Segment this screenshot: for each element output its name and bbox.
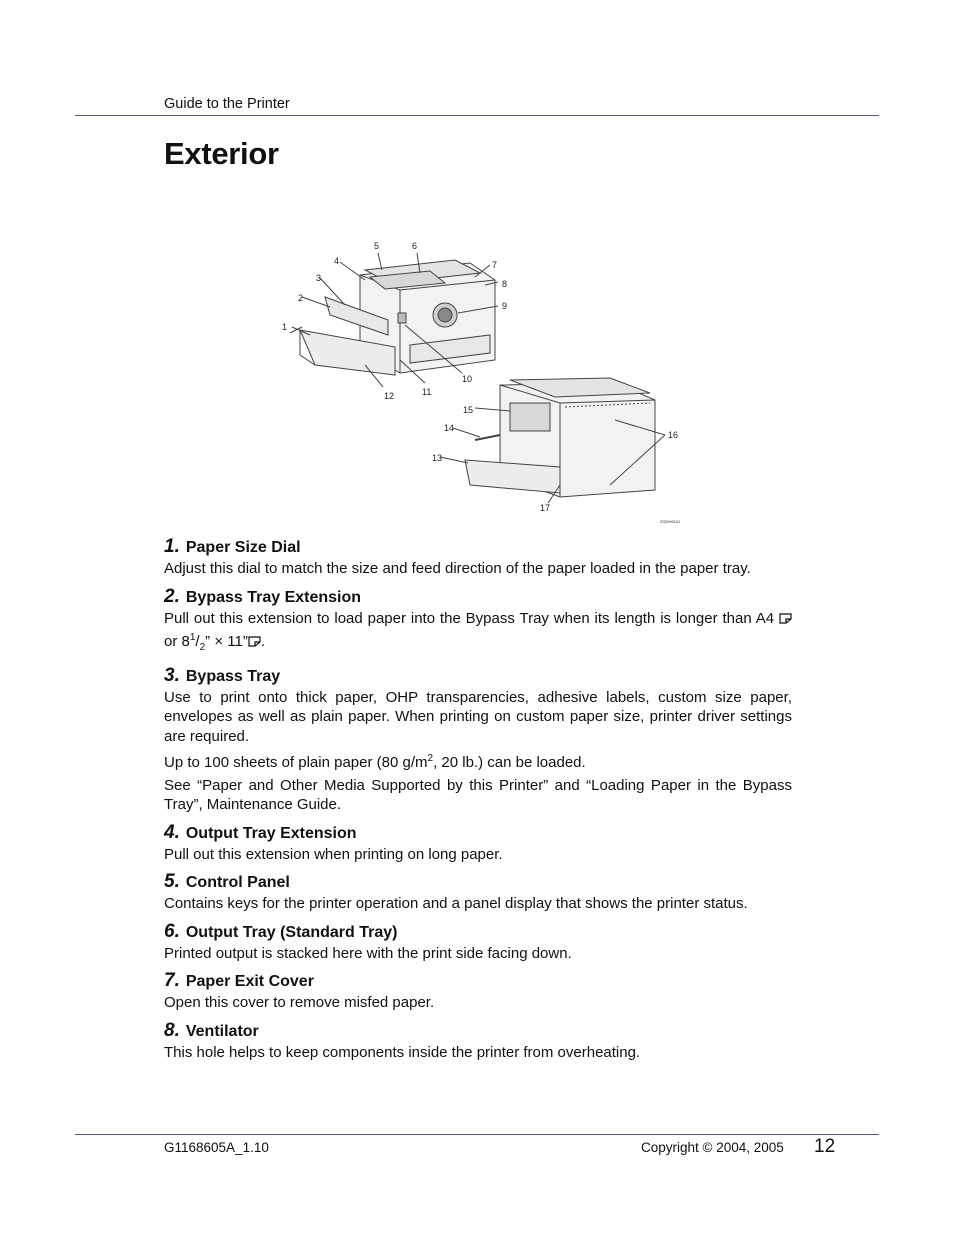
item-title: Paper Size Dial [185,539,301,556]
callout-12: 12 [384,391,395,401]
list-item [164,871,792,914]
list-item [164,970,792,1013]
item-description: Use to print onto thick paper, OHP transparencies, adhesive labels, custom size paper, envelopes as well as plain paper. When printing on custom paper size, printer driver settings are required. [164,688,792,745]
item-number: 7. [164,970,180,991]
item-description: Adjust this dial to match the size and feed direction of the paper loaded in the paper tray. [164,560,751,577]
item-description: Contains keys for the printer operation and a panel display that shows the printer status. [164,895,748,912]
page-number: 12 [814,1136,836,1157]
item-title: Bypass Tray Extension [185,588,362,606]
printer-exterior-illustration [270,235,710,530]
item-description: See “Paper and Other Media Supported by this Printer” and “Loading Paper in the Bypass Tray”, Maintenance Guide. [164,776,792,813]
item-number: 2. [164,585,180,607]
callout-17: 17 [540,503,551,513]
callout-16: 16 [668,430,679,440]
component-list [164,536,792,1069]
item-title: Output Tray Extension [185,824,357,842]
paper-orientation-icon [248,636,261,647]
item-number: 1. [164,536,180,557]
item-title: Output Tray (Standard Tray) [185,923,398,941]
item-description: Pull out this extension to load paper into the Bypass Tray when its length is longer than A4 or $8^1/_2$” × 11” . [164,609,792,658]
item-number: 8. [164,1019,180,1041]
document-id: G1168605A_1.10 [164,1140,269,1155]
item-description: Up to 100 sheets of plain paper (80 $g/m^2$, 20 lb.) can be loaded. [164,753,586,771]
list-item [164,822,792,865]
page-title: Exterior [164,136,279,171]
list-item [164,536,792,579]
list-item [164,586,792,658]
printer-diagram [270,235,710,530]
item-description: Open this cover to remove misfed paper. [164,994,435,1011]
item-title: Control Panel [185,874,290,891]
callout-8: 8 [502,279,508,289]
callout-2: 2 [298,293,304,303]
callout-4: 4 [334,256,340,266]
header-rule [75,115,879,116]
footer-rule [75,1134,879,1135]
item-number: 6. [164,920,180,942]
callout-3: 3 [316,273,322,283]
callout-13: 13 [432,453,443,463]
item-description: Pull out this extension when printing on long paper. [164,845,503,863]
callout-6: 6 [412,241,418,251]
callout-10: 10 [462,374,473,384]
callout-7: 7 [492,260,498,270]
item-number: 4. [164,821,180,843]
callout-1: 1 [282,322,288,332]
paper-orientation-icon [779,613,792,624]
list-item [164,921,792,964]
item-description: This hole helps to keep components inside the printer from overheating. [164,1043,641,1061]
item-number: 5. [164,871,180,892]
item-title: Ventilator [185,1022,259,1040]
figure-code: ZGDH910J [660,519,681,524]
list-item [164,665,792,815]
callout-11: 11 [422,387,432,397]
item-description: Printed output is stacked here with the print side facing down. [164,944,572,962]
running-header: Guide to the Printer [164,96,290,112]
list-item [164,1020,792,1063]
callout-9: 9 [502,301,508,311]
item-title: Paper Exit Cover [185,973,314,990]
item-title: Bypass Tray [185,667,281,685]
callout-14: 14 [444,423,455,433]
callout-5: 5 [374,241,380,251]
copyright: Copyright © 2004, 2005 [641,1140,784,1155]
callout-15: 15 [463,405,474,415]
item-number: 3. [164,664,180,686]
